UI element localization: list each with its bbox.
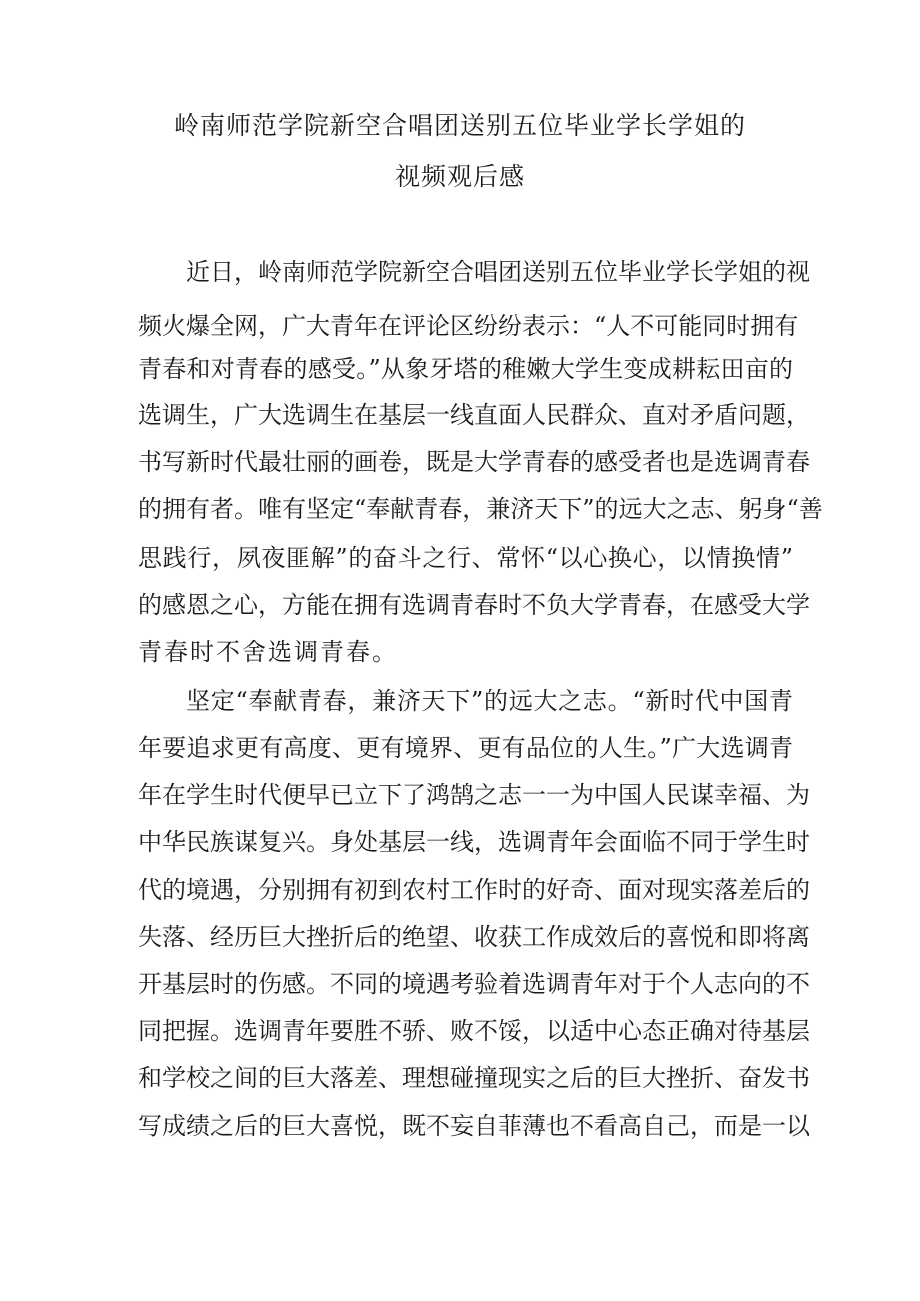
paragraph-1-line: 的感恩之心，方能在拥有选调青春时不负大学青春，在感受大学 [138,591,810,619]
paragraph-1-line: 选调生，广大选调生在基层一线直面人民群众、直对矛盾问题， [138,401,810,429]
paragraph-1-line: 思践行，夙夜匪解”的奋斗之行、常怀“以心换心，以情换情” [138,544,793,572]
paragraph-2-line: 和学校之间的巨大落差、理想碰撞现实之后的巨大挫折、奋发书 [138,1064,810,1092]
paragraph-1-line: 的拥有者。唯有坚定“奉献青春，兼济天下”的远大之志、躬身“善 [138,495,823,523]
paragraph-2-line: 坚定“奉献青春，兼济天下”的远大之志。“新时代中国青 [186,687,793,715]
paragraph-2-line: 失落、经历巨大挫折后的绝望、收获工作成效后的喜悦和即将离 [138,923,810,951]
document-title-line-2: 视频观后感 [394,162,525,191]
paragraph-2-line: 年在学生时代便早已立下了鸿鹄之志一一为中国人民谋幸福、为 [138,781,810,809]
paragraph-2-line: 代的境遇，分别拥有初到农村工作时的好奇、面对现实落差后的 [138,876,810,904]
paragraph-2-line: 开基层时的伤感。不同的境遇考验着选调青年对于个人志向的不 [138,970,810,998]
paragraph-2-line: 写成绩之后的巨大喜悦，既不妄自菲薄也不看高自己，而是一以 [138,1112,810,1140]
paragraph-2-line: 年要追求更有高度、更有境界、更有品位的人生。”广大选调青 [138,734,793,762]
paragraph-1-line: 频火爆全网，广大青年在评论区纷纷表示：“人不可能同时拥有 [138,312,799,340]
paragraph-1-line: 青春和对青春的感受。”从象牙塔的稚嫩大学生变成耕耘田亩的 [138,355,793,383]
paragraph-1-line: 近日，岭南师范学院新空合唱团送别五位毕业学长学姐的视 [186,258,810,286]
document-title-line-1: 岭南师范学院新空合唱团送别五位毕业学长学姐的 [173,111,746,140]
paragraph-2-line: 同把握。选调青年要胜不骄、败不馁，以适中心态正确对待基层 [138,1017,810,1045]
paragraph-2-line: 中华民族谋复兴。身处基层一线，选调青年会面临不同于学生时 [138,828,810,856]
paragraph-1-line: 青春时不舍选调青春。 [138,638,398,666]
paragraph-1-line: 书写新时代最壮丽的画卷，既是大学青春的感受者也是选调青春 [138,448,810,476]
